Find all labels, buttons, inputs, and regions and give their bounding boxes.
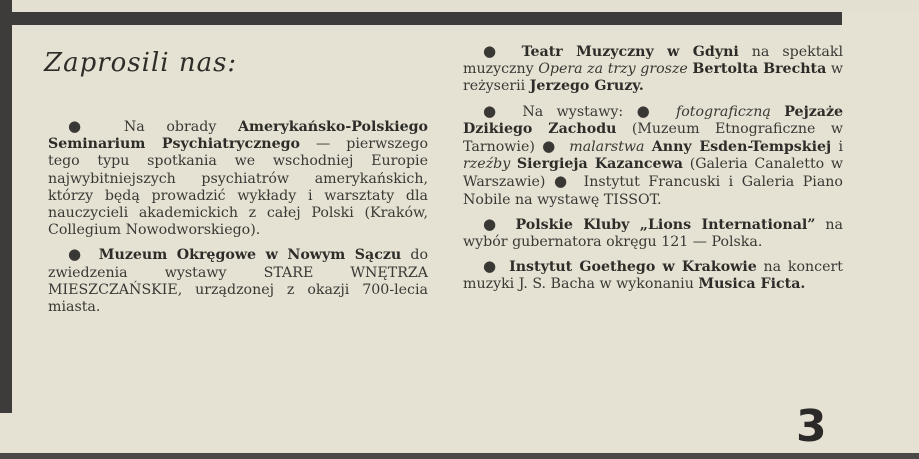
item-bold: Pejzaże Dzikiego Zachodu [463, 103, 844, 137]
bullet-icon: ● [483, 42, 505, 60]
top-margin [0, 0, 919, 12]
item-text: na koncert muzyki J. S. Bacha w wykonaniu [463, 259, 843, 293]
item-text: (Muzeum Etnograficzne w Tarnowie) [463, 120, 843, 156]
bullet-icon: ● [553, 172, 572, 191]
bullet-icon: ● [483, 214, 502, 233]
item-bold: Teatr Muzyczny w Gdyni [521, 44, 739, 60]
bullet-icon: ● [542, 137, 558, 156]
item-text: i [838, 139, 843, 156]
bullet-icon: ● [483, 257, 499, 276]
bullet-icon: ● [483, 101, 505, 120]
item-bold: Musica Ficta. [698, 276, 806, 293]
top-rule [0, 12, 842, 25]
item-text: Instytut Francuski i Galeria Piano Nobile na wystawę TISSOT. [463, 174, 843, 208]
invite-item-lions [463, 216, 843, 251]
right-column [463, 43, 843, 301]
item-bold: Jerzego Gruzy. [529, 78, 644, 95]
item-bold: Amerykańsko-Polskiego Seminarium Psychiatrycznego [48, 119, 428, 153]
item-bold: Bertolta Brechta [692, 61, 827, 78]
bullet-icon: ● [68, 117, 99, 135]
bullet-icon: ● [636, 101, 659, 120]
bottom-rule [0, 453, 919, 459]
item-text: Na obrady [123, 119, 217, 135]
bullet-icon: ● [68, 245, 86, 264]
item-bold: Muzeum Okręgowe w Nowym Sączu [98, 247, 402, 264]
item-text: na spektakl muzyczny [463, 44, 844, 78]
item-text: Na wystawy: [522, 103, 624, 120]
item-text: — pierwszego tego typu spotkania we wschodniej Europie najwybitniejszych psychiatrów amerykańskich, którzy będą prowadzić wykłady i warsztaty dla nauczycieli akademickich z całej Polski (Kraków, Collegium Nowodworskiego). [48, 136, 428, 239]
item-bold: Instytut Goethego w Krakowie [509, 259, 757, 276]
invite-item-museum [48, 246, 428, 316]
item-text: w reżyserii [463, 61, 844, 95]
invite-item-seminar [48, 118, 428, 239]
left-column [48, 118, 428, 323]
item-bold: Siergieja Kazancewa [516, 156, 683, 173]
item-italic: rzeźby [463, 156, 511, 173]
page-heading: Zaprosili nas: [44, 48, 238, 78]
item-text: na wybór gubernatora okręgu 121 — Polska. [463, 216, 844, 251]
left-rule [0, 0, 12, 413]
item-italic: fotograficzną [676, 103, 771, 120]
item-italic: Opera za trzy grosze [538, 61, 688, 78]
item-text: (Galeria Canaletto w Warszawie) [463, 156, 844, 191]
item-text: do zwiedzenia wystawy STARE WNĘTRZA MIESZCZAŃSKIE, urządzonej z okazji 700-lecia miasta. [48, 247, 428, 316]
item-bold: Anny Esden-Tempskiej [651, 139, 832, 156]
invite-item-goethe [463, 258, 843, 293]
invite-item-exhibitions [463, 103, 843, 209]
item-bold: Polskie Kluby „Lions International” [515, 216, 816, 233]
invite-item-theatre [463, 43, 843, 96]
page-number: 3 [796, 401, 827, 452]
item-italic: malarstwa [569, 139, 645, 156]
